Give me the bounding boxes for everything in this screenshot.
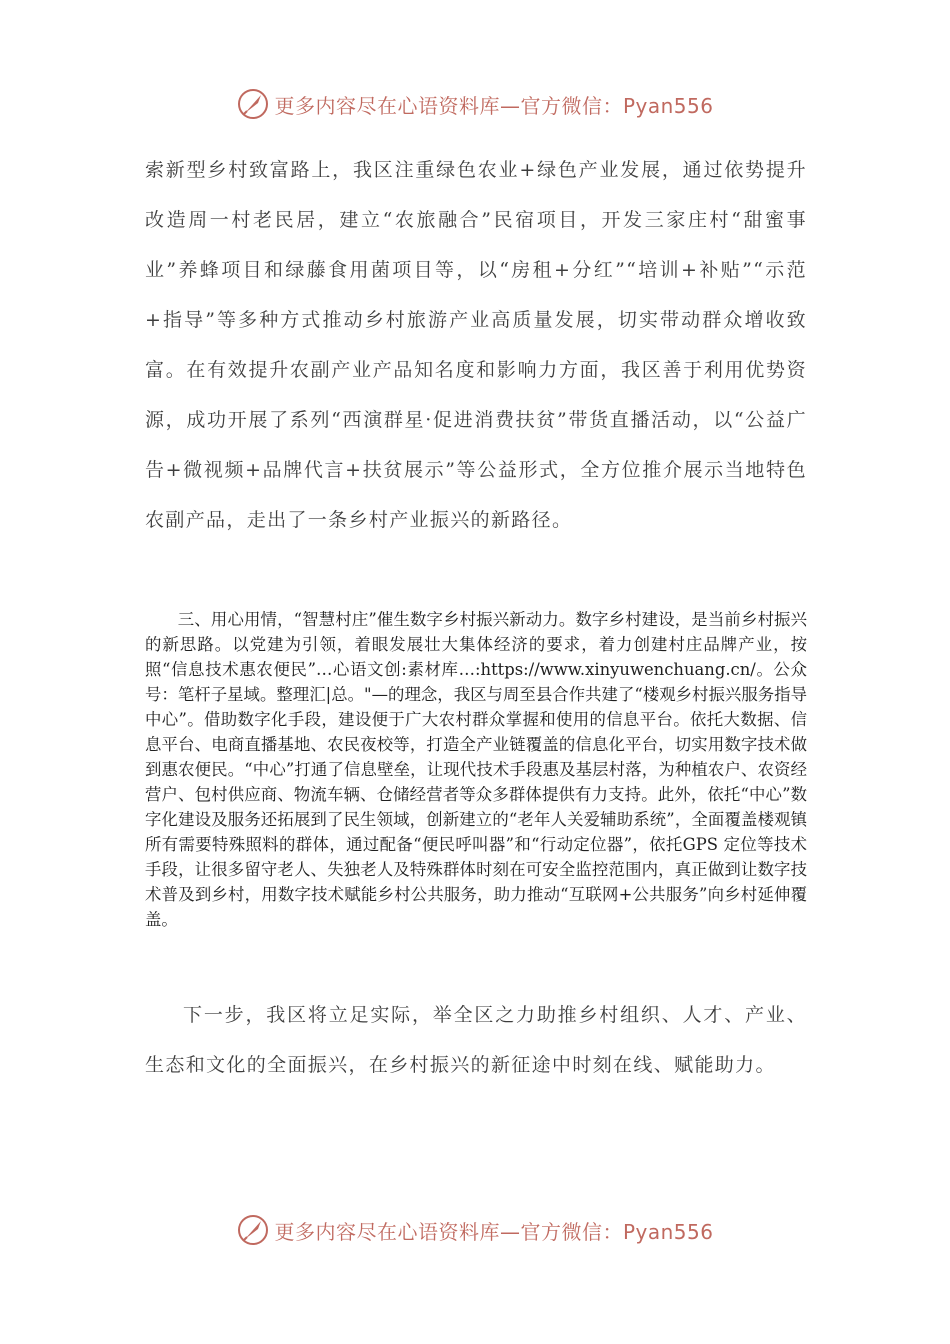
paragraph-next-step bbox=[145, 990, 807, 1090]
header-banner-text: 更多内容尽在心语资料库—官方微信：Pyan556 bbox=[274, 93, 714, 118]
paragraph-rural-industry bbox=[145, 145, 807, 545]
paragraph-digital-village: 三、用心用情，“智慧村庄”催生数字乡村振兴新动力。数字乡村建设，是当前乡村振兴的新思路。以党建为引领，着眼发展壮大集体经济的要求，着力创建村庄品牌产业，按照“信息技术惠农便民”…心语文创:素材库…:https://www.xinyuwenchuang.cn/。公众号：笔杆子星域。整理汇|总。"—的理念，我区与周至县合作共建了“楼观乡村振兴服务指导中心”。借助数字化手段，建设便于广大农村群众掌握和使用的信息平台。依托大数据、信息平台、电商直播基地、农民夜校等，打造全产业链覆盖的信息化平台，切实用数字技术做到惠农便民。“中心”打通了信息壁垒，让现代技术手段惠及基层村落，为种植农户、农资经营户、包村供应商、物流车辆、仓储经营者等众多群体提供有力支持。此外，依托“中心”数字化建设及服务还拓展到了民生领域，创新建立的“老年人关爱辅助系统”，全面覆盖楼观镇所有需要特殊照料的群体，通过配备“便民呼叫器”和“行动定位器”，依托GPS 定位等技术手段，让很多留守老人、失独老人及特殊群体时刻在可安全监控范围内，真正做到让数字技术普及到乡村，用数字技术赋能乡村公共服务，助力推动“互联网+公共服务”向乡村延伸覆盖。 bbox=[145, 610, 807, 929]
footer-banner-text: 更多内容尽在心语资料库—官方微信：Pyan556 bbox=[274, 1219, 714, 1244]
quill-logo-icon bbox=[236, 1213, 270, 1247]
header-watermark-banner bbox=[0, 84, 950, 124]
quill-logo-icon bbox=[236, 87, 270, 121]
footer-watermark-banner bbox=[0, 1210, 950, 1250]
paragraph-text: 索新型乡村致富路上，我区注重绿色农业+绿色产业发展，通过依势提升改造周一村老民居，建立“农旅融合”民宿项目，开发三家庄村“甜蜜事业”养蜂项目和绿藤食用菌项目等，以“房租+分红”“培训+补贴”“示范+指导”等多种方式推动乡村旅游产业高质量发展，切实带动群众增收致富。在有效提升农副产业产品知名度和影响力方面，我区善于利用优势资源，成功开展了系列“西演群星·促进消费扶贫”带货直播活动，以“公益广告+微视频+品牌代言+扶贫展示”等公益形式，全方位推介展示当地特色农副产品，走出了一条乡村产业振兴的新路径。 bbox=[145, 159, 807, 531]
paragraph-text: 下一步，我区将立足实际，举全区之力助推乡村组织、人才、产业、生态和文化的全面振兴，在乡村振兴的新征途中时刻在线、赋能助力。 bbox=[145, 1004, 807, 1076]
